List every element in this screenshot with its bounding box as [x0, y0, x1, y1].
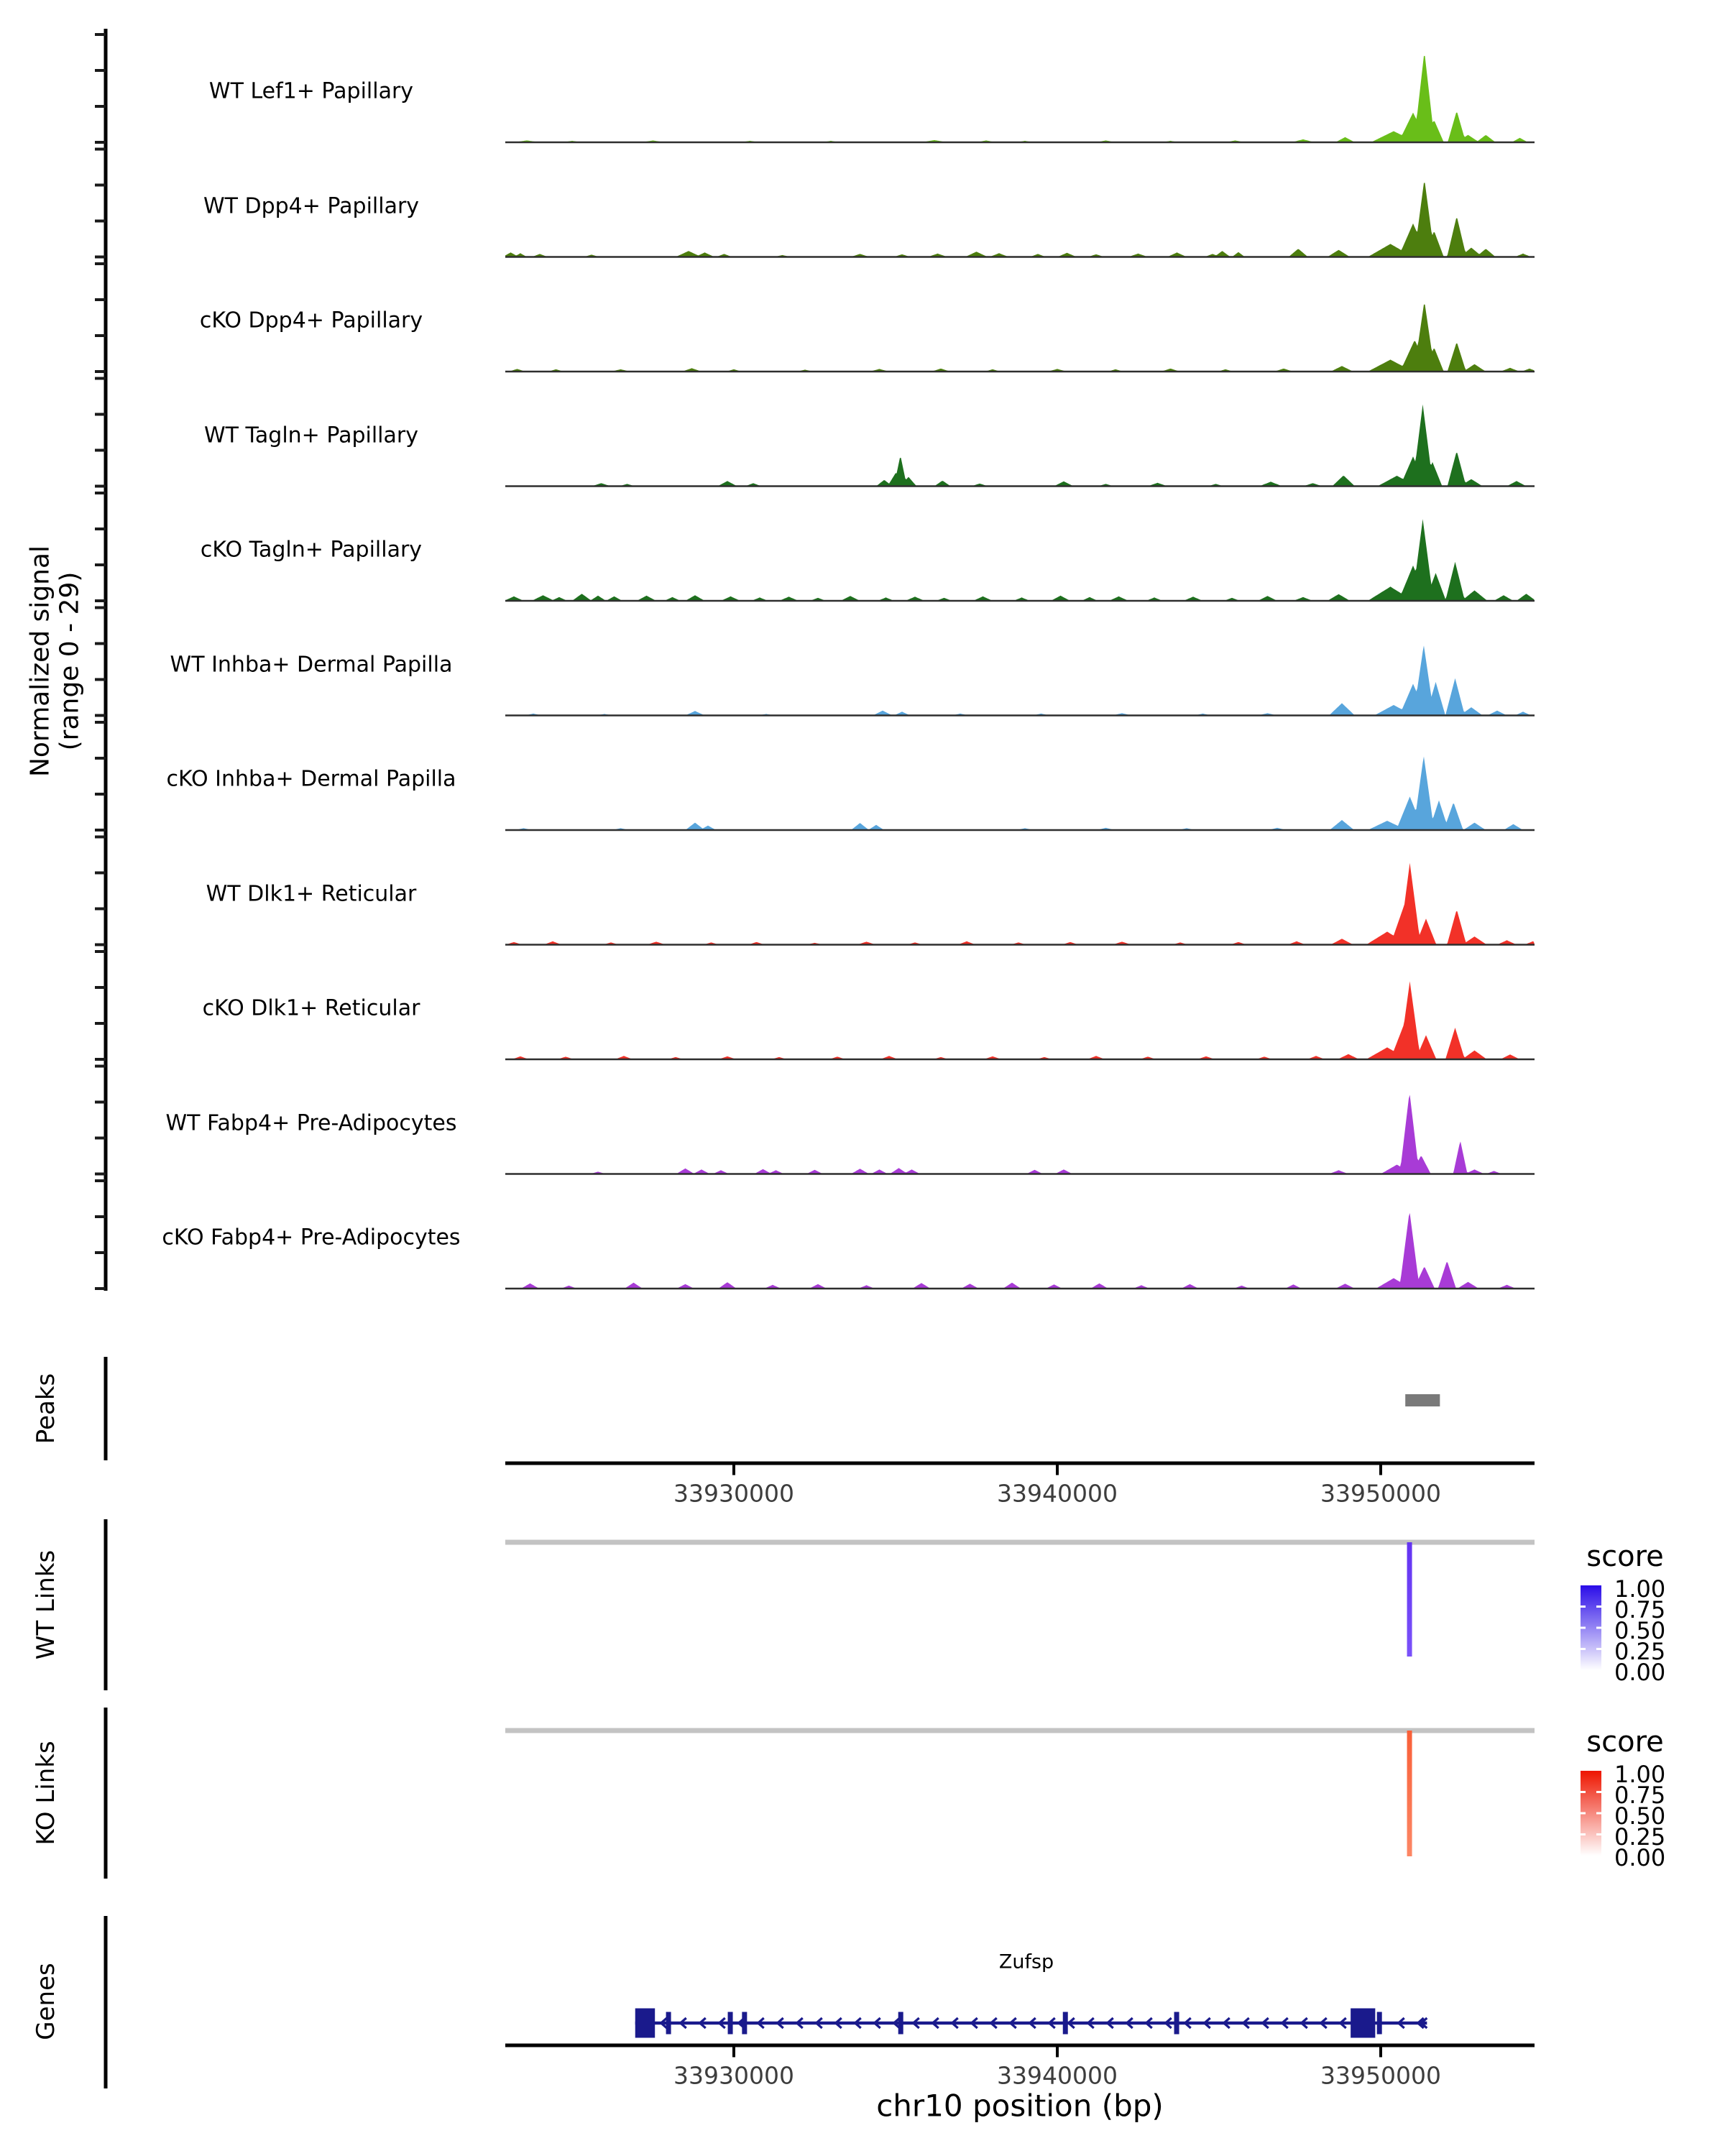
- track-label-7: cKO Inhba+ Dermal Papilla: [166, 766, 456, 792]
- track-label-5: cKO Tagln+ Papillary: [200, 537, 423, 563]
- peak-interval: [1405, 1394, 1440, 1406]
- genes-section-label: Genes: [32, 1963, 60, 2040]
- x-axis-tick-label: 33930000: [673, 1479, 794, 1508]
- peaks-x-axis: [505, 1462, 1535, 1465]
- track-label-1: WT Lef1+ Papillary: [208, 78, 414, 104]
- wt-links-section-label: WT Links: [32, 1549, 60, 1660]
- x-axis-tick: [1056, 2047, 1059, 2058]
- signal-area-track-3: [505, 305, 1535, 372]
- signal-tracks-layer: [505, 56, 1535, 1289]
- gene-exon-large: [635, 2009, 655, 2038]
- wt-links-legend-label: 0.50: [1614, 1617, 1666, 1644]
- signal-area-track-1: [505, 56, 1535, 142]
- ko-links-legend-label: 0.75: [1614, 1782, 1666, 1809]
- signal-area-track-4: [505, 405, 1535, 487]
- signal-area-track-10: [505, 1095, 1535, 1174]
- signal-area-track-11: [505, 1213, 1535, 1289]
- x-axis-tick-label: 33950000: [1320, 1479, 1441, 1508]
- signal-axis-label-line1: Normalized signal: [25, 545, 55, 778]
- x-axis-title: chr10 position (bp): [876, 2088, 1164, 2124]
- gene-exon-small: [666, 2012, 671, 2035]
- signal-area-track-8: [505, 863, 1535, 945]
- links-layer: [505, 1542, 1601, 1856]
- wt-links-legend-label: 0.75: [1614, 1596, 1666, 1623]
- track-label-11: cKO Fabp4+ Pre-Adipocytes: [162, 1225, 461, 1250]
- wt-links-link-line: [1407, 1542, 1412, 1657]
- gene-exon-small: [1063, 2012, 1068, 2035]
- track-label-4: WT Tagln+ Papillary: [204, 423, 418, 448]
- wt-links-legend-label: 0.00: [1614, 1659, 1666, 1686]
- ko-links-legend-label: 0.00: [1614, 1844, 1666, 1871]
- gene-exon-small: [898, 2012, 903, 2035]
- x-axis-tick: [1379, 1465, 1382, 1475]
- gene-name-label: Zufsp: [998, 1950, 1054, 1973]
- x-axis-tick: [732, 1465, 735, 1475]
- signal-area-track-2: [505, 183, 1535, 257]
- ko-links-section-label: KO Links: [32, 1741, 60, 1846]
- signal-area-track-6: [505, 645, 1535, 715]
- wt-score-legend-title: score: [1586, 1540, 1664, 1573]
- gene-exon-small: [1377, 2012, 1382, 2035]
- gene-model-layer: [635, 2009, 1427, 2038]
- x-axis-tick-label: 33940000: [997, 2061, 1118, 2090]
- x-axis-tick: [732, 2047, 735, 2058]
- gene-exon-small: [1174, 2012, 1179, 2035]
- signal-area-track-7: [505, 757, 1535, 830]
- x-axis-tick-label: 33950000: [1320, 2061, 1441, 2090]
- signal-axis-label-line2: (range 0 - 29): [55, 571, 85, 751]
- x-axis-tick-label: 33940000: [997, 1479, 1118, 1508]
- ko-links-link-line: [1407, 1731, 1412, 1856]
- ko-links-legend-label: 1.00: [1614, 1761, 1666, 1788]
- gene-exon-small: [728, 2012, 733, 2035]
- signal-area-track-5: [505, 519, 1535, 601]
- ko-links-legend-label: 0.25: [1614, 1823, 1666, 1851]
- genes-x-axis: [505, 2044, 1535, 2047]
- x-axis-tick: [1379, 2047, 1382, 2058]
- track-label-9: cKO Dlk1+ Reticular: [202, 995, 420, 1021]
- x-axis-tick: [1056, 1465, 1059, 1475]
- peaks-layer: [1405, 1394, 1440, 1406]
- track-label-10: WT Fabp4+ Pre-Adipocytes: [165, 1110, 457, 1135]
- track-label-3: cKO Dpp4+ Papillary: [199, 308, 423, 333]
- track-label-8: WT Dlk1+ Reticular: [206, 881, 417, 906]
- wt-links-legend-label: 0.25: [1614, 1638, 1666, 1665]
- wt-links-legend-label: 1.00: [1614, 1575, 1666, 1603]
- ko-links-legend-label: 0.50: [1614, 1802, 1666, 1830]
- track-label-6: WT Inhba+ Dermal Papilla: [170, 652, 453, 677]
- track-label-2: WT Dpp4+ Papillary: [203, 193, 420, 218]
- signal-area-track-9: [505, 981, 1535, 1059]
- gene-exon-large: [1351, 2009, 1375, 2038]
- gene-exon-small: [742, 2012, 747, 2035]
- x-axis-tick-label: 33930000: [673, 2061, 794, 2090]
- ko-score-legend-title: score: [1586, 1726, 1664, 1759]
- peaks-section-label: Peaks: [32, 1373, 60, 1445]
